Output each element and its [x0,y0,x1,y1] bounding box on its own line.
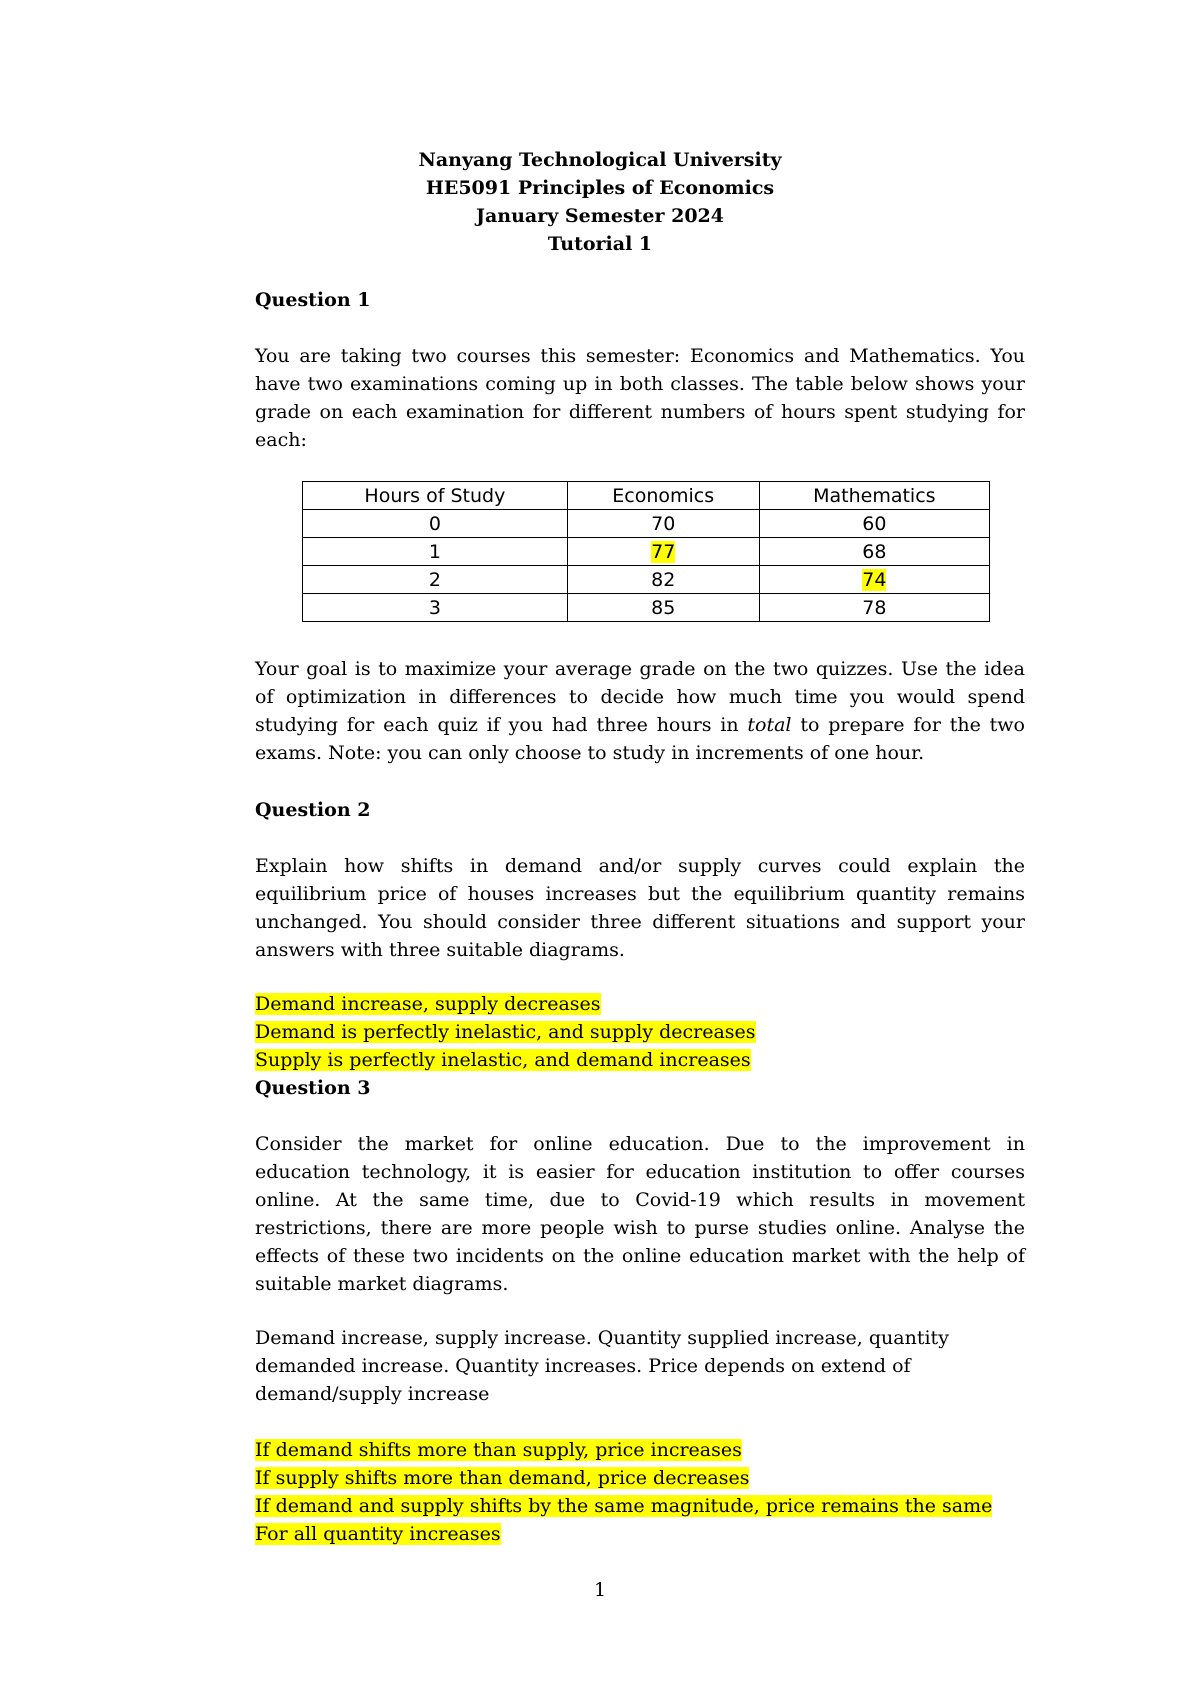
question-2-answer-3: Supply is perfectly inelastic, and demand increases [255,1049,751,1071]
table-cell: 82 [567,566,759,594]
table-header-cell: Mathematics [759,482,989,510]
question-1-paragraph: You are taking two courses this semester: Economics and Mathematics. You have two examinations coming up in both classes. The table below shows your grade on each examination for different numbers of hours spent studying for each: [255,345,1025,451]
course-title: HE5091 Principles of Economics [425,177,775,199]
question-3-answers [255,1436,1025,1548]
table-cell-highlighted: 77 [567,538,759,566]
table-cell: 85 [567,594,759,622]
table-cell: 68 [759,538,989,566]
table-header-cell: Hours of Study [303,482,568,510]
table-header-row [303,482,990,510]
question-2-paragraph: Explain how shifts in demand and/or supply curves could explain the equilibrium price of houses increases but the equilibrium quantity remains unchanged. You should consider three different situations and support your answers with three suitable diagrams. [255,855,1025,961]
question-1-instructions-part1: Your goal is to maximize your average grade on the two quizzes. Use the idea of optimization in differences to decide how much time you would spend studying for each quiz if you had three hours in [255,658,1025,736]
question-3-paragraph: Consider the market for online education. Due to the improvement in education technology, it is easier for education institution to offer courses online. At the same time, due to Covid-19 which results in movement restrictions, there are more people wish to purse studies online. Analyse the effects of these two incidents on the online education market with the help of suitable market diagrams. [255,1133,1025,1295]
question-2-answer-1: Demand increase, supply decreases [255,993,601,1015]
semester: January Semester 2024 [476,205,724,227]
table-cell: 60 [759,510,989,538]
table-cell: 3 [303,594,568,622]
grades-table [302,481,990,622]
table-cell: 70 [567,510,759,538]
question-3-answer-1: If demand shifts more than supply, price increases [255,1439,742,1461]
question-1-instructions-emphasis: total [747,714,792,736]
question-3-heading: Question 3 [255,1077,371,1099]
table-row [303,538,990,566]
question-3-answer-2: If supply shifts more than demand, price decreases [255,1467,750,1489]
question-2-answer-2: Demand is perfectly inelastic, and supply decreases [255,1021,756,1043]
table-cell: 2 [303,566,568,594]
document-header [0,146,1200,258]
table-row [303,510,990,538]
question-3-answer-3: If demand and supply shifts by the same magnitude, price remains the same [255,1495,993,1517]
question-3-answer-4: For all quantity increases [255,1523,501,1545]
question-1-instructions-part2: to prepare for the two exams. Note: you can only choose to study in increments of one hour. [255,714,1025,764]
question-3-note: Demand increase, supply increase. Quantity supplied increase, quantity demanded increase. Quantity increases. Price depends on extend of demand/supply increase [255,1327,949,1405]
question-2-answers [255,990,1025,1074]
table-row [303,566,990,594]
page-number: 1 [593,1579,607,1601]
question-1-heading: Question 1 [255,289,371,311]
tutorial-title: Tutorial 1 [547,233,653,255]
table-cell: 0 [303,510,568,538]
table-cell: 1 [303,538,568,566]
table-cell: 78 [759,594,989,622]
table-header-cell: Economics [567,482,759,510]
question-1-instructions [255,655,1025,767]
table-cell-highlighted: 74 [759,566,989,594]
question-2-heading: Question 2 [255,799,371,821]
table-row [303,594,990,622]
university-name: Nanyang Technological University [418,149,782,171]
